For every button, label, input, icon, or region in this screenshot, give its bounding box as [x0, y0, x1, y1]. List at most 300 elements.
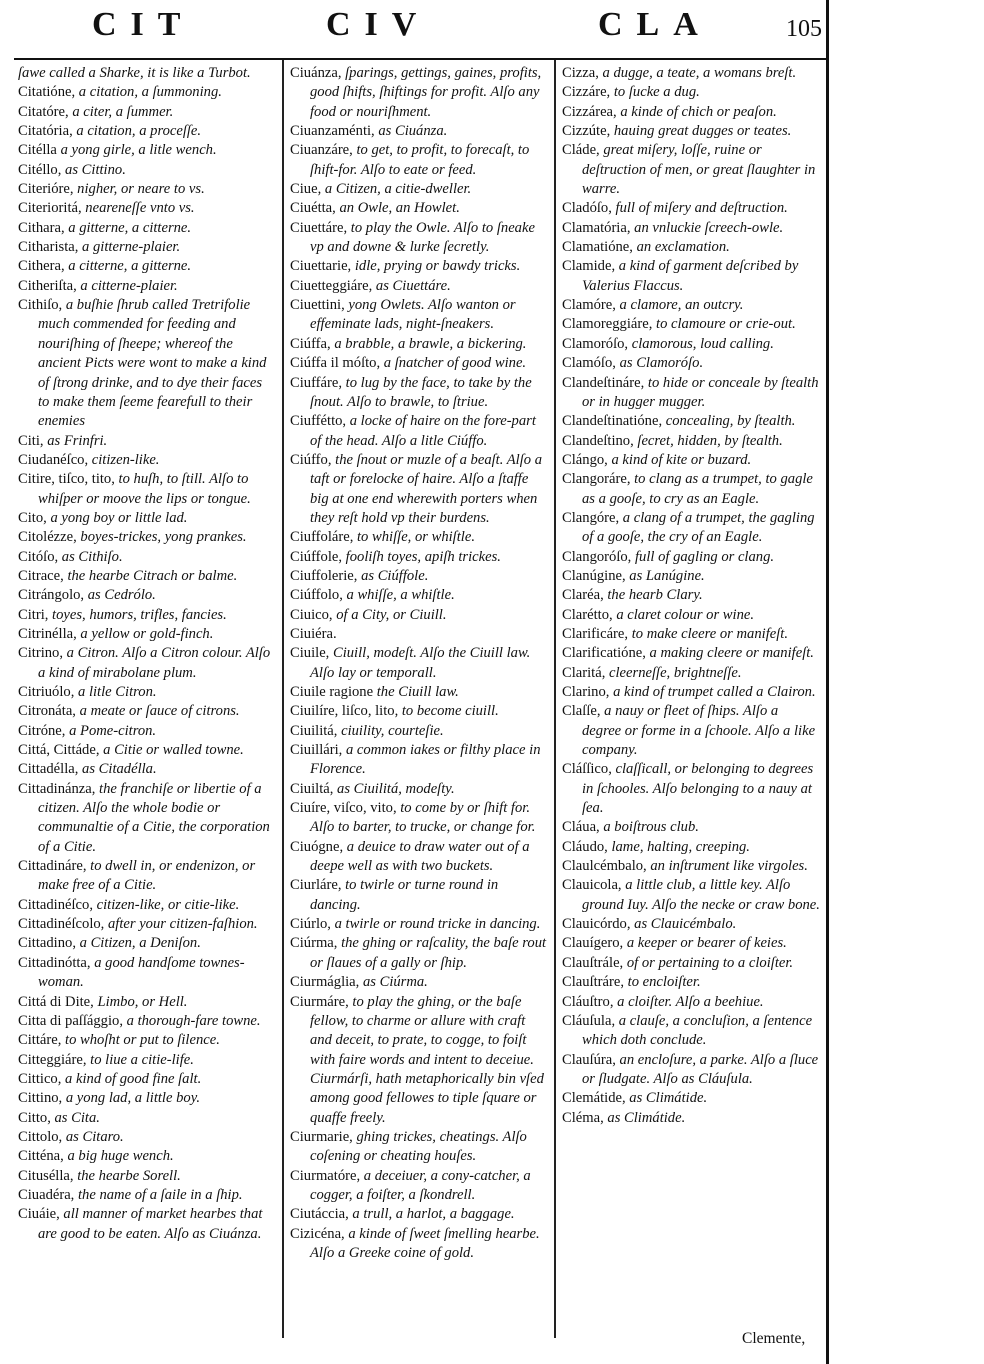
entry-definition: a clamore, an outcry. — [615, 297, 744, 314]
entry-headword: Citire, tiſco, tito, — [18, 471, 115, 488]
entry-definition: a citer, a ſummer. — [68, 103, 174, 120]
entry-headword: Clandeſtino, — [562, 432, 634, 449]
entry-headword: Cláudo, — [562, 838, 608, 855]
entry-definition: cleerneſſe, brightneſſe. — [605, 664, 742, 681]
entry-headword: Citténa, — [18, 1148, 64, 1165]
entry-definition: a making cleere or manifeſt. — [645, 645, 814, 662]
entry-headword: Ciuettáre, — [290, 219, 348, 236]
dictionary-entry — [18, 896, 276, 915]
dictionary-entry — [290, 199, 548, 218]
entry-headword: Citélla — [18, 142, 57, 159]
entry-headword: Cittadinánza, — [18, 780, 96, 797]
dictionary-entry — [290, 683, 548, 702]
entry-definition: a claret colour or wine. — [612, 606, 754, 623]
entry-definition: the hearbe Citrach or balme. — [63, 567, 238, 584]
entry-definition: ſparings, gettings, gaines, profits, good ſhifts, ſhiftings for profit. Alſo any food or nouriſhment. — [310, 65, 542, 120]
entry-headword: Cithiſo, — [18, 297, 63, 314]
entry-headword: Citrace, — [18, 567, 64, 584]
entry-headword: Ciuilitá, — [290, 722, 338, 739]
dictionary-entry — [562, 664, 820, 683]
entry-definition: to make cleere or manifeſt. — [628, 625, 788, 642]
entry-definition: as Ciúffole. — [357, 567, 429, 584]
entry-headword: Ciuile ragione — [290, 684, 374, 700]
dictionary-entry — [18, 83, 276, 102]
dictionary-entry — [290, 838, 548, 877]
dictionary-entry — [562, 432, 820, 451]
entry-headword: Cittáre, — [18, 1032, 62, 1049]
entry-definition: as Climátide. — [625, 1090, 708, 1107]
entry-headword: Cláua, — [562, 819, 600, 836]
dictionary-entry — [18, 644, 276, 683]
entry-headword: Clarificáre, — [562, 625, 629, 642]
entry-definition: as Lanúgine. — [625, 567, 705, 584]
dictionary-entry — [18, 702, 276, 721]
column-divider — [554, 60, 556, 1338]
dictionary-entry — [562, 973, 820, 992]
entry-definition: yong Owlets. Alſo wanton or effeminate lads, night-ſneakers. — [310, 297, 516, 333]
dictionary-entry — [18, 432, 276, 451]
entry-definition: a yong girle, a litle wench. — [56, 142, 217, 159]
entry-definition: to twirle or turne round in dancing. — [310, 877, 499, 913]
entry-headword: Ciuanzáre, — [290, 142, 353, 159]
entry-headword: Cito, — [18, 509, 47, 526]
entry-definition: a clang of a trumpet, the gagling of a gooſe, the cry of an Eagle. — [582, 509, 815, 546]
entry-definition: a gitterne-plaier. — [78, 239, 181, 256]
entry-definition: a citterne-plaier. — [76, 277, 178, 294]
dictionary-entry — [18, 934, 276, 953]
entry-headword: Ciuetteggiáre, — [290, 277, 373, 294]
entry-definition: as Cithiſo. — [58, 548, 123, 565]
dictionary-entry — [290, 1225, 548, 1264]
entry-definition: claſſicall, or belonging to degrees in ſchooles. Alſo belonging to a nauy at ſea. — [582, 761, 814, 817]
entry-headword: Cláuſula, — [562, 1012, 616, 1029]
dictionary-entry — [562, 548, 820, 567]
entry-definition: to encloiſter. — [624, 974, 701, 991]
entry-definition: a kind of trumpet called a Clairon. — [609, 684, 816, 700]
entry-headword: Clauſtrále, — [562, 954, 624, 971]
dictionary-entry — [562, 335, 820, 354]
entry-definition: a ſnatcher of good wine. — [380, 355, 527, 372]
entry-definition: to hide or conceale by ſtealth or in hugger mugger. — [582, 374, 819, 410]
entry-headword: Cittadinótta, — [18, 954, 91, 971]
dictionary-entry — [18, 1070, 276, 1089]
entry-headword: Clauſúra, — [562, 1051, 616, 1068]
dictionary-entry — [562, 412, 820, 431]
entry-headword: Cizzárea, — [562, 103, 617, 120]
entry-definition: the Ciuill law. — [373, 684, 459, 700]
entry-definition: all manner of market hearbes that are good to be eaten. Alſo as Ciuánza. — [38, 1206, 263, 1242]
entry-definition: a common iakes or filthy place in Florence. — [310, 742, 541, 778]
entry-definition: nigher, or neare to vs. — [73, 181, 205, 198]
entry-definition: the ghing or raſcality, the baſe rout or ſlaues of a gally or ſhip. — [310, 935, 547, 971]
entry-definition: a Citron. Alſo a Citron colour. Alſo a kind of mirabolane plum. — [38, 645, 271, 681]
entry-headword: Citta di paſſággio, — [18, 1012, 123, 1029]
dictionary-entry — [562, 586, 820, 605]
entry-definition: a thorough-fare towne. — [122, 1012, 261, 1029]
dictionary-entry — [562, 954, 820, 973]
dictionary-entry — [562, 1109, 820, 1128]
entry-definition: a kinde of chich or peaſon. — [616, 103, 777, 120]
dictionary-entry — [562, 64, 820, 83]
entry-headword: Cittadinéſcolo, — [18, 916, 105, 933]
entry-definition: a Pome-citron. — [65, 722, 157, 739]
entry-definition: of a City, or Ciuill. — [332, 606, 447, 623]
dictionary-entry — [562, 606, 820, 625]
entry-headword: Clamatória, — [562, 219, 631, 236]
dictionary-entry — [18, 1089, 276, 1108]
dictionary-entry — [562, 103, 820, 122]
dictionary-entry — [562, 915, 820, 934]
dictionary-entry — [290, 567, 548, 586]
entry-headword: Cittico, — [18, 1070, 62, 1087]
dictionary-entry — [18, 219, 276, 238]
dictionary-entry — [562, 374, 820, 413]
entry-headword: Ciuétta, — [290, 200, 336, 217]
dictionary-entry — [18, 606, 276, 625]
entry-headword: Ciuógne, — [290, 838, 344, 855]
entry-headword: Ciuffolerie, — [290, 567, 358, 584]
entry-definition: as Citaro. — [62, 1128, 124, 1145]
entry-definition: idle, prying or bawdy tricks. — [351, 258, 521, 275]
dictionary-entry — [290, 1128, 548, 1167]
entry-definition: an exclamation. — [632, 239, 730, 256]
dictionary-entry — [18, 122, 276, 141]
entry-headword: Citóſo, — [18, 548, 59, 565]
entry-definition: as Citadélla. — [78, 761, 157, 778]
entry-headword: Clangoróſo, — [562, 548, 632, 565]
entry-headword: Ciudanéſco, — [18, 451, 89, 468]
dictionary-entry — [290, 548, 548, 567]
entry-headword: Ciurmáre, — [290, 993, 349, 1010]
dictionary-entry — [290, 64, 548, 122]
dictionary-entry — [562, 296, 820, 315]
entry-headword: Ciúffa, — [290, 335, 331, 352]
entry-headword: Cizzáre, — [562, 84, 611, 101]
dictionary-entry — [18, 277, 276, 296]
entry-headword: Cittá, Cittáde, — [18, 742, 100, 759]
dictionary-entry — [290, 354, 548, 373]
entry-headword: Cittino, — [18, 1090, 63, 1107]
dictionary-entry — [18, 180, 276, 199]
entry-headword: Citri, — [18, 606, 49, 623]
entry-headword: Clamatióne, — [562, 239, 633, 256]
dictionary-entry — [562, 315, 820, 334]
entry-headword: Citatióne, — [18, 84, 76, 101]
entry-headword: Clangoráre, — [562, 471, 631, 488]
dictionary-entry — [18, 1186, 276, 1205]
entry-definition: a nauy or fleet of ſhips. Alſo a degree or forme in a ſchoole. Alſo a like company. — [582, 703, 816, 759]
entry-definition: the ſnout or muzle of a beaſt. Alſo a taft or forelocke of haire. Alſo a ſtaffe big at one end wherewith porters when they reſt hold vp their burdens. — [310, 451, 543, 526]
entry-definition: toyes, humors, trifles, fancies. — [48, 606, 227, 623]
entry-headword: Cithera, — [18, 258, 65, 275]
dictionary-entry — [562, 683, 820, 702]
dictionary-entry — [290, 296, 548, 335]
dictionary-entry — [290, 722, 548, 741]
dictionary-entry — [290, 993, 548, 1128]
entry-headword: Claritá, — [562, 664, 606, 681]
entry-headword: Citrinélla, — [18, 625, 77, 642]
entry-definition: a meate or ſauce of citrons. — [75, 703, 240, 720]
entry-definition: to ſucke a dug. — [610, 84, 700, 101]
entry-headword: Citusélla, — [18, 1167, 74, 1184]
entry-headword: Ciuánza, — [290, 65, 342, 81]
entry-definition: to whiſſe, or whiſtle. — [353, 529, 475, 546]
entry-definition: boyes-trickes, yong prankes. — [76, 529, 247, 546]
entry-definition: after your citizen-faſhion. — [104, 916, 258, 933]
dictionary-entry — [562, 993, 820, 1012]
entry-definition: to play the ghing, or the baſe fellow, to charme or allure with craft and deceit, to prate, to cogge, to foiſt with faire words and intent to deceiue. Ciurmárſi, hath metaphorically bin vſed among good fellowes to tiple ſquare or quaffe freely. — [310, 993, 544, 1126]
entry-definition: to become ciuill. — [398, 703, 499, 720]
entry-headword: Cittadino, — [18, 935, 76, 952]
dictionary-entry — [290, 741, 548, 780]
entry-headword: Ciúffolo, — [290, 587, 343, 604]
entry-definition: as Cittino. — [61, 161, 126, 178]
entry-definition: a citation, a proceſſe. — [72, 123, 202, 140]
entry-headword: Cittá di Dite, — [18, 993, 94, 1010]
entry-definition: to get, to profit, to forecaſt, to ſhift-for. Alſo to eate or feed. — [310, 142, 530, 178]
dictionary-entry — [290, 1205, 548, 1224]
entry-headword: Clarino, — [562, 684, 610, 700]
dictionary-entry — [562, 509, 820, 548]
dictionary-entry — [290, 528, 548, 547]
entry-headword: Ciutáccia, — [290, 1206, 349, 1223]
entry-definition: a kind of kite or buzard. — [607, 451, 752, 468]
dictionary-entry — [18, 567, 276, 586]
entry-headword: Claulcémbalo, — [562, 858, 647, 875]
entry-headword: Citatóre, — [18, 103, 69, 120]
entry-headword: Clauſtráre, — [562, 974, 624, 991]
entry-headword: Ciuadéra, — [18, 1186, 75, 1203]
entry-definition: a kinde of ſweet ſmelling hearbe. Alſo a Greeke coine of gold. — [310, 1225, 540, 1261]
entry-headword: Ciuiéra. — [290, 625, 337, 642]
entry-headword: Ciuilíre, liſco, lito, — [290, 703, 399, 720]
dictionary-entry — [562, 644, 820, 663]
dictionary-entry — [562, 838, 820, 857]
dictionary-entry — [18, 683, 276, 702]
dictionary-entry — [290, 219, 548, 258]
entry-headword: Ciuáie, — [18, 1206, 60, 1223]
entry-headword: Citrino, — [18, 645, 63, 662]
entry-definition: a citation, a ſummoning. — [75, 84, 222, 101]
entry-definition: a locke of haire on the fore-part of the head. Alſo a litle Ciúffo. — [310, 413, 536, 449]
entry-definition: a yong lad, a little boy. — [62, 1090, 201, 1107]
entry-definition: as Cita. — [50, 1109, 100, 1126]
dictionary-entry — [18, 625, 276, 644]
dictionary-entry — [18, 915, 276, 934]
entry-definition: to whoſht or put to ſilence. — [61, 1032, 220, 1049]
dictionary-entry — [290, 934, 548, 973]
entry-definition: a brabble, a brawle, a bickering. — [330, 335, 527, 352]
dictionary-entry — [18, 722, 276, 741]
entry-definition: a gitterne, a citterne. — [64, 219, 192, 236]
dictionary-entry — [18, 1167, 276, 1186]
entry-headword: Clandeſtináre, — [562, 374, 645, 391]
entry-definition: as Ciúrma. — [359, 974, 428, 991]
entry-definition: as Ciuettáre. — [372, 277, 451, 294]
entry-headword: Clauicórdo, — [562, 916, 631, 933]
entry-headword: Clamoróſo, — [562, 335, 629, 352]
dictionary-entry — [18, 528, 276, 547]
dictionary-entry — [290, 876, 548, 915]
dictionary-entry — [562, 219, 820, 238]
entry-headword: Ciuile, — [290, 645, 330, 662]
entry-headword: Cláuſtro, — [562, 993, 614, 1010]
running-head-left: CIT — [92, 6, 195, 43]
entry-headword: Cizicéna, — [290, 1225, 345, 1242]
dictionary-entry — [290, 257, 548, 276]
entry-definition: a trull, a harlot, a baggage. — [348, 1206, 515, 1223]
entry-definition: full of gagling or clang. — [631, 548, 775, 565]
dictionary-entry — [18, 199, 276, 218]
entry-definition: a Citizen, a citie-dweller. — [321, 181, 472, 198]
entry-headword: Cláde, — [562, 142, 600, 159]
dictionary-entry — [290, 644, 548, 683]
dictionary-entry — [562, 1051, 820, 1090]
entry-definition: a whiſſe, a whiſtle. — [342, 587, 455, 604]
entry-definition: to come by or ſhift for. Alſo to barter, to trucke, or change for. — [310, 800, 536, 836]
entry-headword: Ciuffáre, — [290, 374, 343, 391]
dictionary-entry — [18, 451, 276, 470]
entry-headword: Ciúrlo, — [290, 916, 331, 933]
entry-definition: fooliſh toyes, apiſh trickes. — [342, 548, 501, 565]
dictionary-entry — [562, 876, 820, 915]
dictionary-entry — [562, 83, 820, 102]
dictionary-entry — [562, 141, 820, 199]
dictionary-entry — [18, 509, 276, 528]
dictionary-entry — [18, 257, 276, 276]
entry-headword: Citriuólo, — [18, 684, 75, 700]
entry-headword: Ciúffole, — [290, 548, 343, 565]
entry-headword: Clarétto, — [562, 606, 613, 623]
column-1 — [18, 64, 276, 1354]
entry-definition: a kind of garment deſcribed by Valerius Flaccus. — [582, 258, 799, 294]
dictionary-entry — [18, 1012, 276, 1031]
dictionary-entry — [562, 199, 820, 218]
entry-headword: Citerióre, — [18, 181, 74, 198]
entry-headword: Ciuffétto, — [290, 413, 347, 430]
entry-definition: a little club, a little key. Alſo ground Iuy. Alſo the necke or craw bone. — [582, 877, 820, 913]
entry-definition: a deceiuer, a cony-catcher, a cogger, a foiſter, a ſkondrell. — [310, 1167, 531, 1203]
entry-definition: a yong boy or little lad. — [46, 509, 188, 526]
entry-definition: a yellow or gold-finch. — [76, 625, 214, 642]
entry-headword: Ciúffo, — [290, 451, 332, 468]
dictionary-entry — [18, 1051, 276, 1070]
entry-definition: concealing, by ſtealth. — [662, 413, 796, 430]
entry-definition: as Climátide. — [603, 1109, 686, 1126]
dictionary-entry — [290, 141, 548, 180]
dictionary-entry — [18, 1031, 276, 1050]
column-3 — [562, 64, 820, 1364]
dictionary-entry — [290, 277, 548, 296]
dictionary-entry — [562, 818, 820, 837]
entry-definition: a keeper or bearer of keies. — [623, 935, 787, 952]
page-number: 105 — [786, 16, 822, 42]
entry-definition: the name of a ſaile in a ſhip. — [74, 1186, 243, 1203]
dictionary-entry — [562, 470, 820, 509]
dictionary-entry — [290, 335, 548, 354]
dictionary-entry — [18, 954, 276, 993]
dictionary-entry — [562, 625, 820, 644]
dictionary-entry — [562, 354, 820, 373]
entry-definition: a dugge, a teate, a womans breſt. — [598, 65, 797, 81]
entry-definition: a litle Citron. — [74, 684, 157, 700]
entry-definition: an Owle, an Howlet. — [335, 200, 460, 217]
entry-headword: Cittadélla, — [18, 761, 79, 778]
entry-definition: a boiſtrous club. — [599, 819, 699, 836]
entry-headword: Citi, — [18, 432, 44, 449]
dictionary-entry — [290, 702, 548, 721]
entry-headword: Clemátide, — [562, 1090, 626, 1107]
dictionary-entry — [290, 412, 548, 451]
entry-headword: Citharista, — [18, 239, 79, 256]
entry-definition: as Cedrólo. — [84, 587, 156, 604]
entry-definition: the franchiſe or libertie of a citizen. Alſo the whole bodie or communaltie of a Citie, the corporation of a Citie. — [38, 780, 270, 855]
dictionary-entry — [562, 857, 820, 876]
entry-definition: hauing great dugges or teates. — [610, 123, 792, 140]
entry-definition: neareneſſe vnto vs. — [81, 200, 195, 217]
entry-headword: Clauicola, — [562, 877, 622, 894]
dictionary-entry — [18, 857, 276, 896]
entry-definition: as Clauicémbalo. — [630, 916, 737, 933]
entry-headword: Ciurláre, — [290, 877, 342, 894]
entry-headword: Citteggiáre, — [18, 1051, 87, 1068]
dictionary-entry — [290, 374, 548, 413]
entry-definition: an inſtrument like virgoles. — [646, 858, 808, 875]
dictionary-entry — [290, 973, 548, 992]
entry-definition: Ciuill, modeſt. Alſo the Ciuill law. Alſo lay or temporall. — [310, 645, 531, 681]
entry-headword: Citéllo, — [18, 161, 62, 178]
dictionary-entry — [562, 934, 820, 953]
entry-definition: ciuility, courteſie. — [337, 722, 444, 739]
dictionary-entry — [290, 625, 548, 644]
entry-headword: Clandeſtinatióne, — [562, 413, 663, 430]
entry-headword: Clanúgine, — [562, 567, 626, 584]
dictionary-entry — [18, 296, 276, 431]
entry-definition: clamorous, loud calling. — [628, 335, 774, 352]
entry-headword: Citrángolo, — [18, 587, 85, 604]
dictionary-entry — [290, 799, 548, 838]
entry-headword: Cléma, — [562, 1109, 604, 1126]
entry-definition: to clang as a trumpet, to gagle as a gooſe, to cry as an Eagle. — [582, 471, 813, 507]
dictionary-entry — [18, 238, 276, 257]
entry-definition: Limbo, or Hell. — [93, 993, 188, 1010]
dictionary-entry — [562, 451, 820, 470]
entry-headword: Ciurmáglia, — [290, 974, 360, 991]
entry-headword: Ciurmatóre, — [290, 1167, 361, 1184]
entry-definition: to lug by the face, to take by the ſnout. Alſo to brawle, to ſtriue. — [310, 374, 532, 410]
entry-headword: Citerioritá, — [18, 200, 82, 217]
entry-headword: Clamóre, — [562, 297, 616, 314]
entry-definition: an encloſure, a parke. Alſo a ſluce or ſludgate. Alſo as Cláuſula. — [582, 1051, 819, 1087]
catchword: Clemente, — [742, 1330, 806, 1347]
entry-definition: the hearbe Sorell. — [73, 1167, 181, 1184]
entry-headword: Ciue, — [290, 181, 322, 198]
entry-definition: great miſery, loſſe, ruine or deſtruction of men, or great ſlaughter in warre. — [582, 142, 816, 198]
dictionary-entry — [290, 586, 548, 605]
entry-headword: Ciuico, — [290, 606, 333, 623]
dictionary-entry — [18, 548, 276, 567]
entry-headword: Citróne, — [18, 722, 66, 739]
entry-definition: as Ciuánza. — [374, 123, 448, 140]
entry-headword: Citatória, — [18, 123, 73, 140]
entry-definition: ghing trickes, cheatings. Alſo coſening or cheating houſes. — [310, 1128, 527, 1165]
dictionary-entry — [18, 470, 276, 509]
entry-definition: a twirle or round tricke in dancing. — [330, 916, 541, 933]
entry-headword: Citronáta, — [18, 703, 76, 720]
dictionary-entry — [18, 760, 276, 779]
dictionary-entry — [562, 702, 820, 760]
entry-headword: Citheriſta, — [18, 277, 77, 294]
